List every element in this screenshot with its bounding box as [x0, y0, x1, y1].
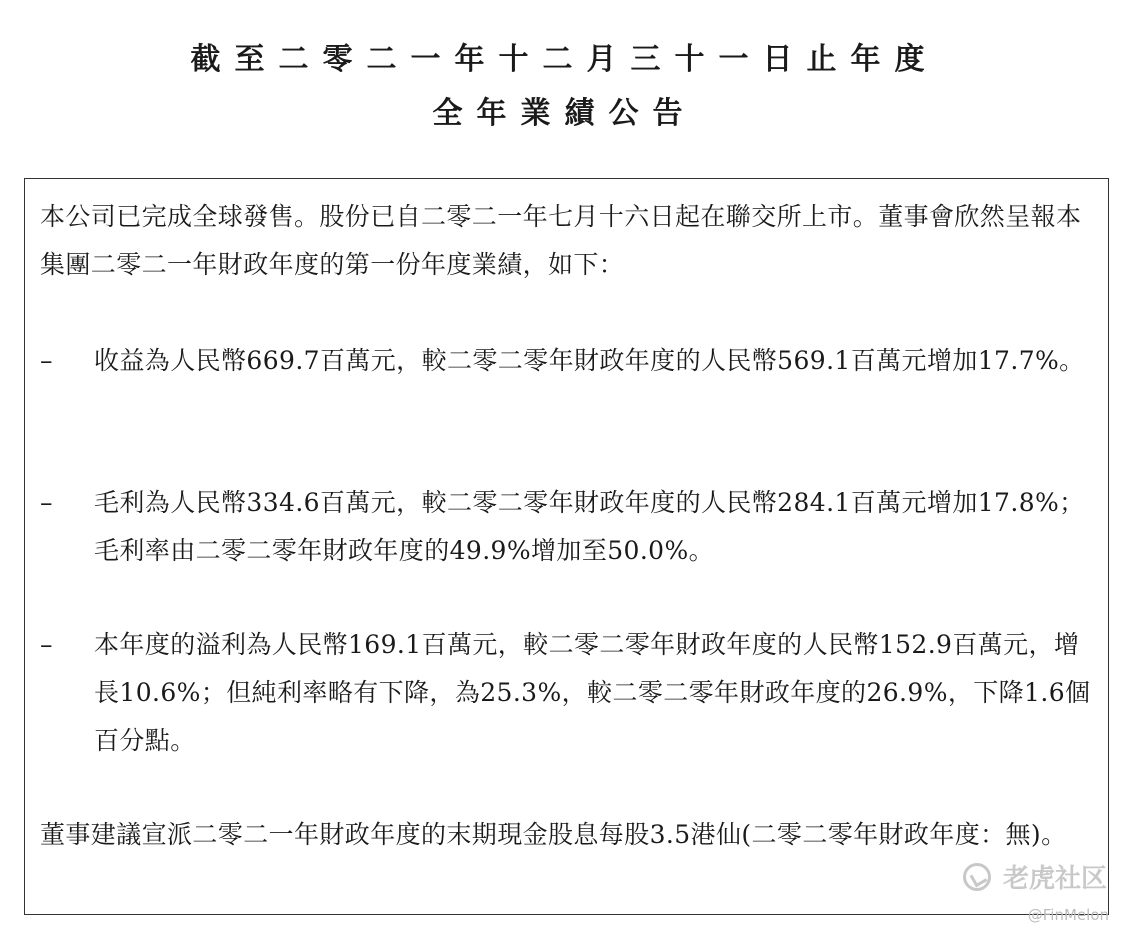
tiger-logo-icon [963, 863, 991, 891]
bullet-marker: – [40, 488, 53, 517]
bullet-text: 本年度的溢利為人民幣169.1百萬元，較二零二零年財政年度的人民幣152.9百萬元，增長10.6%；但純利率略有下降，為25.3%，較二零二零年財政年度的26.9%，下降1.6個百分點。 [94, 630, 1091, 755]
watermark-label: 老虎社区 [1002, 864, 1107, 894]
bullet-text: 收益為人民幣669.7百萬元，較二零二零年財政年度的人民幣569.1百萬元增加17.7%。 [94, 346, 1085, 375]
announcement-period-title: 截至二零二一年十二月三十一日止年度 [190, 42, 939, 77]
announcement-type-title: 全年業績公告 [432, 96, 697, 131]
intro-paragraph: 本公司已完成全球發售。股份已自二零二一年七月十六日起在聯交所上市。董事會欣然呈報本集團二零二一年財政年度的第一份年度業績，如下： [40, 202, 1082, 279]
bullet-marker: – [40, 630, 53, 659]
dividend-paragraph: 董事建議宣派二零二一年財政年度的末期現金股息每股3.5港仙(二零二零年財政年度：無)。 [40, 820, 1067, 849]
watermark-handle: @FinMelon [1027, 906, 1109, 924]
watermark [963, 858, 1107, 895]
highlights-box [24, 178, 1109, 915]
bullet-text: 毛利為人民幣334.6百萬元，較二零二零年財政年度的人民幣284.1百萬元增加17.8%；毛利率由二零二零年財政年度的49.9%增加至50.0%。 [94, 488, 1085, 565]
bullet-marker: – [40, 346, 53, 375]
